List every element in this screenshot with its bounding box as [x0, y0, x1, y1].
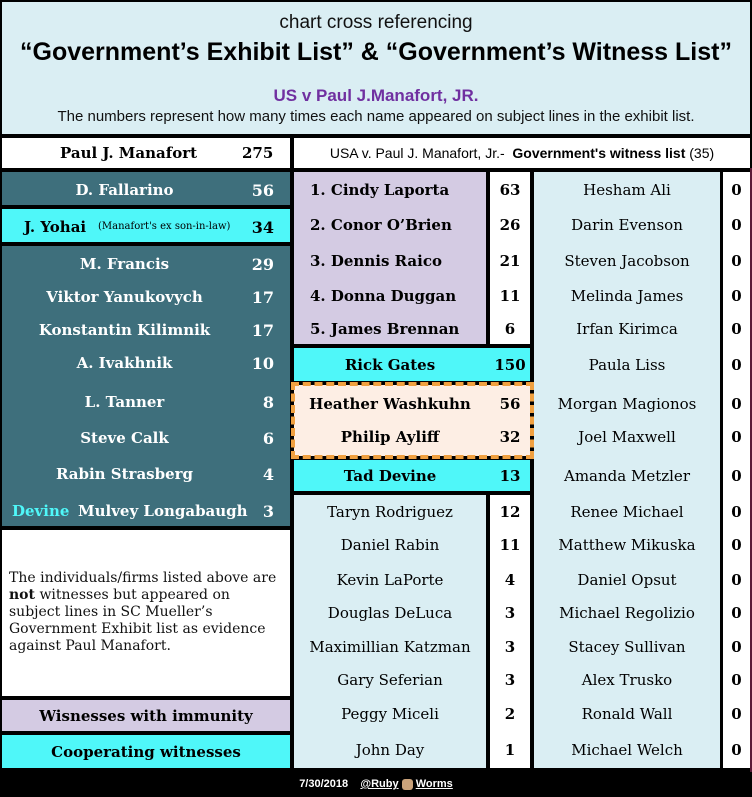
exhibit-name: D. Fallarino [75, 181, 174, 199]
witness-count: 11 [499, 287, 521, 305]
witness-count: 0 [731, 216, 742, 234]
witness-name: Daniel Rabin [340, 536, 440, 554]
witness-count: 26 [499, 216, 521, 234]
witness-name: Morgan Magionos [557, 395, 697, 413]
note-after: witnesses but appeared on subject lines in SC Mueller’s Government Exhibit list as evidence against Paul Manafort. [9, 587, 266, 654]
witness-name: Heather Washkuhn [309, 395, 471, 413]
witness-count: 12 [499, 503, 521, 521]
witness-count: 0 [731, 320, 742, 338]
witness-name: John Day [355, 741, 425, 759]
witness-name: Michael Welch [571, 741, 683, 759]
witness-name: Michael Regolizio [559, 604, 695, 622]
exhibit-count: 17 [251, 287, 274, 307]
note-before: The individuals/firms listed above are [9, 570, 277, 586]
witness-list-header [294, 138, 750, 168]
witness-count: 0 [731, 705, 742, 723]
witness-count: 0 [731, 604, 742, 622]
exhibit-name: Steve Calk [80, 429, 169, 447]
manafort-row [2, 138, 290, 168]
witness-name: Rick Gates [344, 356, 436, 374]
exhibit-row [2, 459, 290, 489]
exhibit-name: A. Ivakhnik [76, 354, 173, 372]
witness-header-prefix: USA v. Paul J. Manafort, Jr.- [329, 145, 505, 161]
witness-count: 4 [504, 571, 516, 589]
footer-handle: @Ruby [360, 778, 399, 790]
manafort-count: 275 [242, 144, 274, 162]
witness-count: 32 [499, 428, 521, 446]
legend-immunity [2, 700, 290, 731]
witness-name: Douglas DeLuca [327, 604, 453, 622]
witness-name: 5. James Brennan [310, 320, 460, 338]
witness-count: 0 [731, 252, 742, 270]
witness-name: Philip Ayliff [340, 428, 440, 446]
case-title: US v Paul J.Manafort, JR. [273, 86, 479, 105]
devine-prefix: Devine [12, 502, 70, 520]
witness-name: Darin Evenson [571, 216, 683, 234]
exhibit-count: 3 [262, 501, 274, 521]
witness-count: 0 [731, 287, 742, 305]
exhibit-note: (Manafort's ex son-in-law) [98, 221, 231, 232]
footer-date: 7/30/2018 [299, 778, 349, 790]
witness-count: 0 [731, 671, 742, 689]
worm-icon [402, 779, 413, 790]
witness-name: Alex Trusko [581, 671, 673, 689]
not-witness-note [2, 530, 290, 696]
exhibit-row [2, 249, 290, 279]
exhibit-name: Viktor Yanukovych [46, 288, 203, 306]
footer [0, 772, 752, 797]
exhibit-name: Mulvey Longabaugh [78, 502, 248, 520]
exhibit-row [2, 387, 290, 417]
exhibit-row [2, 212, 290, 242]
witness-name: Irfan Kirimca [576, 320, 678, 338]
witness-name: Kevin LaPorte [336, 571, 444, 589]
manafort-name: Paul J. Manafort [60, 144, 198, 162]
exhibit-row [2, 282, 290, 312]
witness-count: 56 [499, 395, 521, 413]
witness-count: 0 [731, 181, 742, 199]
witness-name: 2. Conor O’Brien [310, 216, 452, 234]
witness-count: 0 [731, 571, 742, 589]
witness-name: 4. Donna Duggan [310, 287, 457, 305]
witness-name: Peggy Miceli [341, 705, 439, 723]
exhibit-count: 4 [262, 464, 274, 484]
note-not: not [9, 587, 35, 603]
exhibit-count: 8 [262, 392, 274, 412]
witness-count: 13 [499, 467, 521, 485]
witness-name: Tad Devine [343, 467, 437, 485]
header-panel [2, 2, 750, 134]
exhibit-name: L. Tanner [84, 393, 165, 411]
witness-count: 0 [731, 395, 742, 413]
witness-count: 0 [731, 428, 742, 446]
witness-count: 2 [504, 705, 516, 723]
exhibit-count: 34 [251, 217, 274, 237]
witness-count: 0 [731, 638, 742, 656]
witness-name: Taryn Rodriguez [327, 503, 453, 521]
exhibit-row [2, 496, 290, 526]
witness-name: Matthew Mikuska [558, 536, 696, 554]
witness-name: Amanda Metzler [564, 467, 690, 485]
witness-count: 3 [504, 671, 516, 689]
witness-name: Hesham Ali [583, 181, 671, 199]
witness-name: Steven Jacobson [564, 252, 690, 270]
exhibit-name: M. Francis [79, 255, 170, 273]
witness-count: 21 [499, 252, 521, 270]
legend-cooperating [2, 735, 290, 768]
witness-name: Ronald Wall [581, 705, 673, 723]
witness-name: Stacey Sullivan [568, 638, 686, 656]
exhibit-name: Rabin Strasberg [55, 465, 194, 483]
witness-count: 0 [731, 503, 742, 521]
witness-name: Joel Maxwell [578, 428, 676, 446]
witness-count: 0 [731, 356, 742, 374]
witness-name: Maximillian Katzman [309, 638, 471, 656]
exhibit-row [2, 348, 290, 378]
witness-count: 0 [731, 741, 742, 759]
witness-count: 6 [504, 320, 516, 338]
witness-name: Daniel Opsut [577, 571, 677, 589]
chart-title: “Government’s Exhibit List” & “Government’s Witness List” [20, 38, 732, 66]
header-note: The numbers represent how many times each name appeared on subject lines in the exhibit list. [57, 108, 695, 125]
exhibit-count: 56 [251, 180, 274, 200]
chart-subtitle: chart cross referencing [279, 12, 473, 33]
witness-name: Gary Seferian [337, 671, 443, 689]
exhibit-name: J. Yohai [24, 218, 87, 236]
witness-count: 150 [494, 356, 526, 374]
witness-name: 3. Dennis Raico [310, 252, 442, 270]
witness-count: 3 [504, 604, 516, 622]
exhibit-count: 29 [251, 254, 274, 274]
witness-name: 1. Cindy Laporta [310, 181, 450, 199]
exhibit-name: Konstantin Kilimnik [38, 321, 211, 339]
exhibit-count: 6 [262, 428, 274, 448]
witness-count: 1 [504, 741, 516, 759]
exhibit-row [2, 423, 290, 453]
legend-cooperating-label: Cooperating witnesses [51, 742, 241, 761]
witness-name: Renee Michael [570, 503, 684, 521]
exhibit-count: 10 [251, 353, 274, 373]
witness-count: 0 [731, 467, 742, 485]
witness-count: 63 [499, 181, 521, 199]
witness-name: Paula Liss [588, 356, 666, 374]
witness-header-count: (35) [689, 145, 715, 161]
witness-name: Melinda James [570, 287, 684, 305]
witness-count: 3 [504, 638, 516, 656]
legend-immunity-label: Wisnesses with immunity [39, 706, 253, 725]
witness-count: 0 [731, 536, 742, 554]
exhibit-row [2, 315, 290, 345]
witness-header-title: Government's witness list [512, 145, 686, 161]
footer-handle-2: Worms [415, 778, 453, 790]
exhibit-row [2, 175, 290, 205]
witness-count: 11 [499, 536, 521, 554]
exhibit-count: 17 [251, 320, 274, 340]
